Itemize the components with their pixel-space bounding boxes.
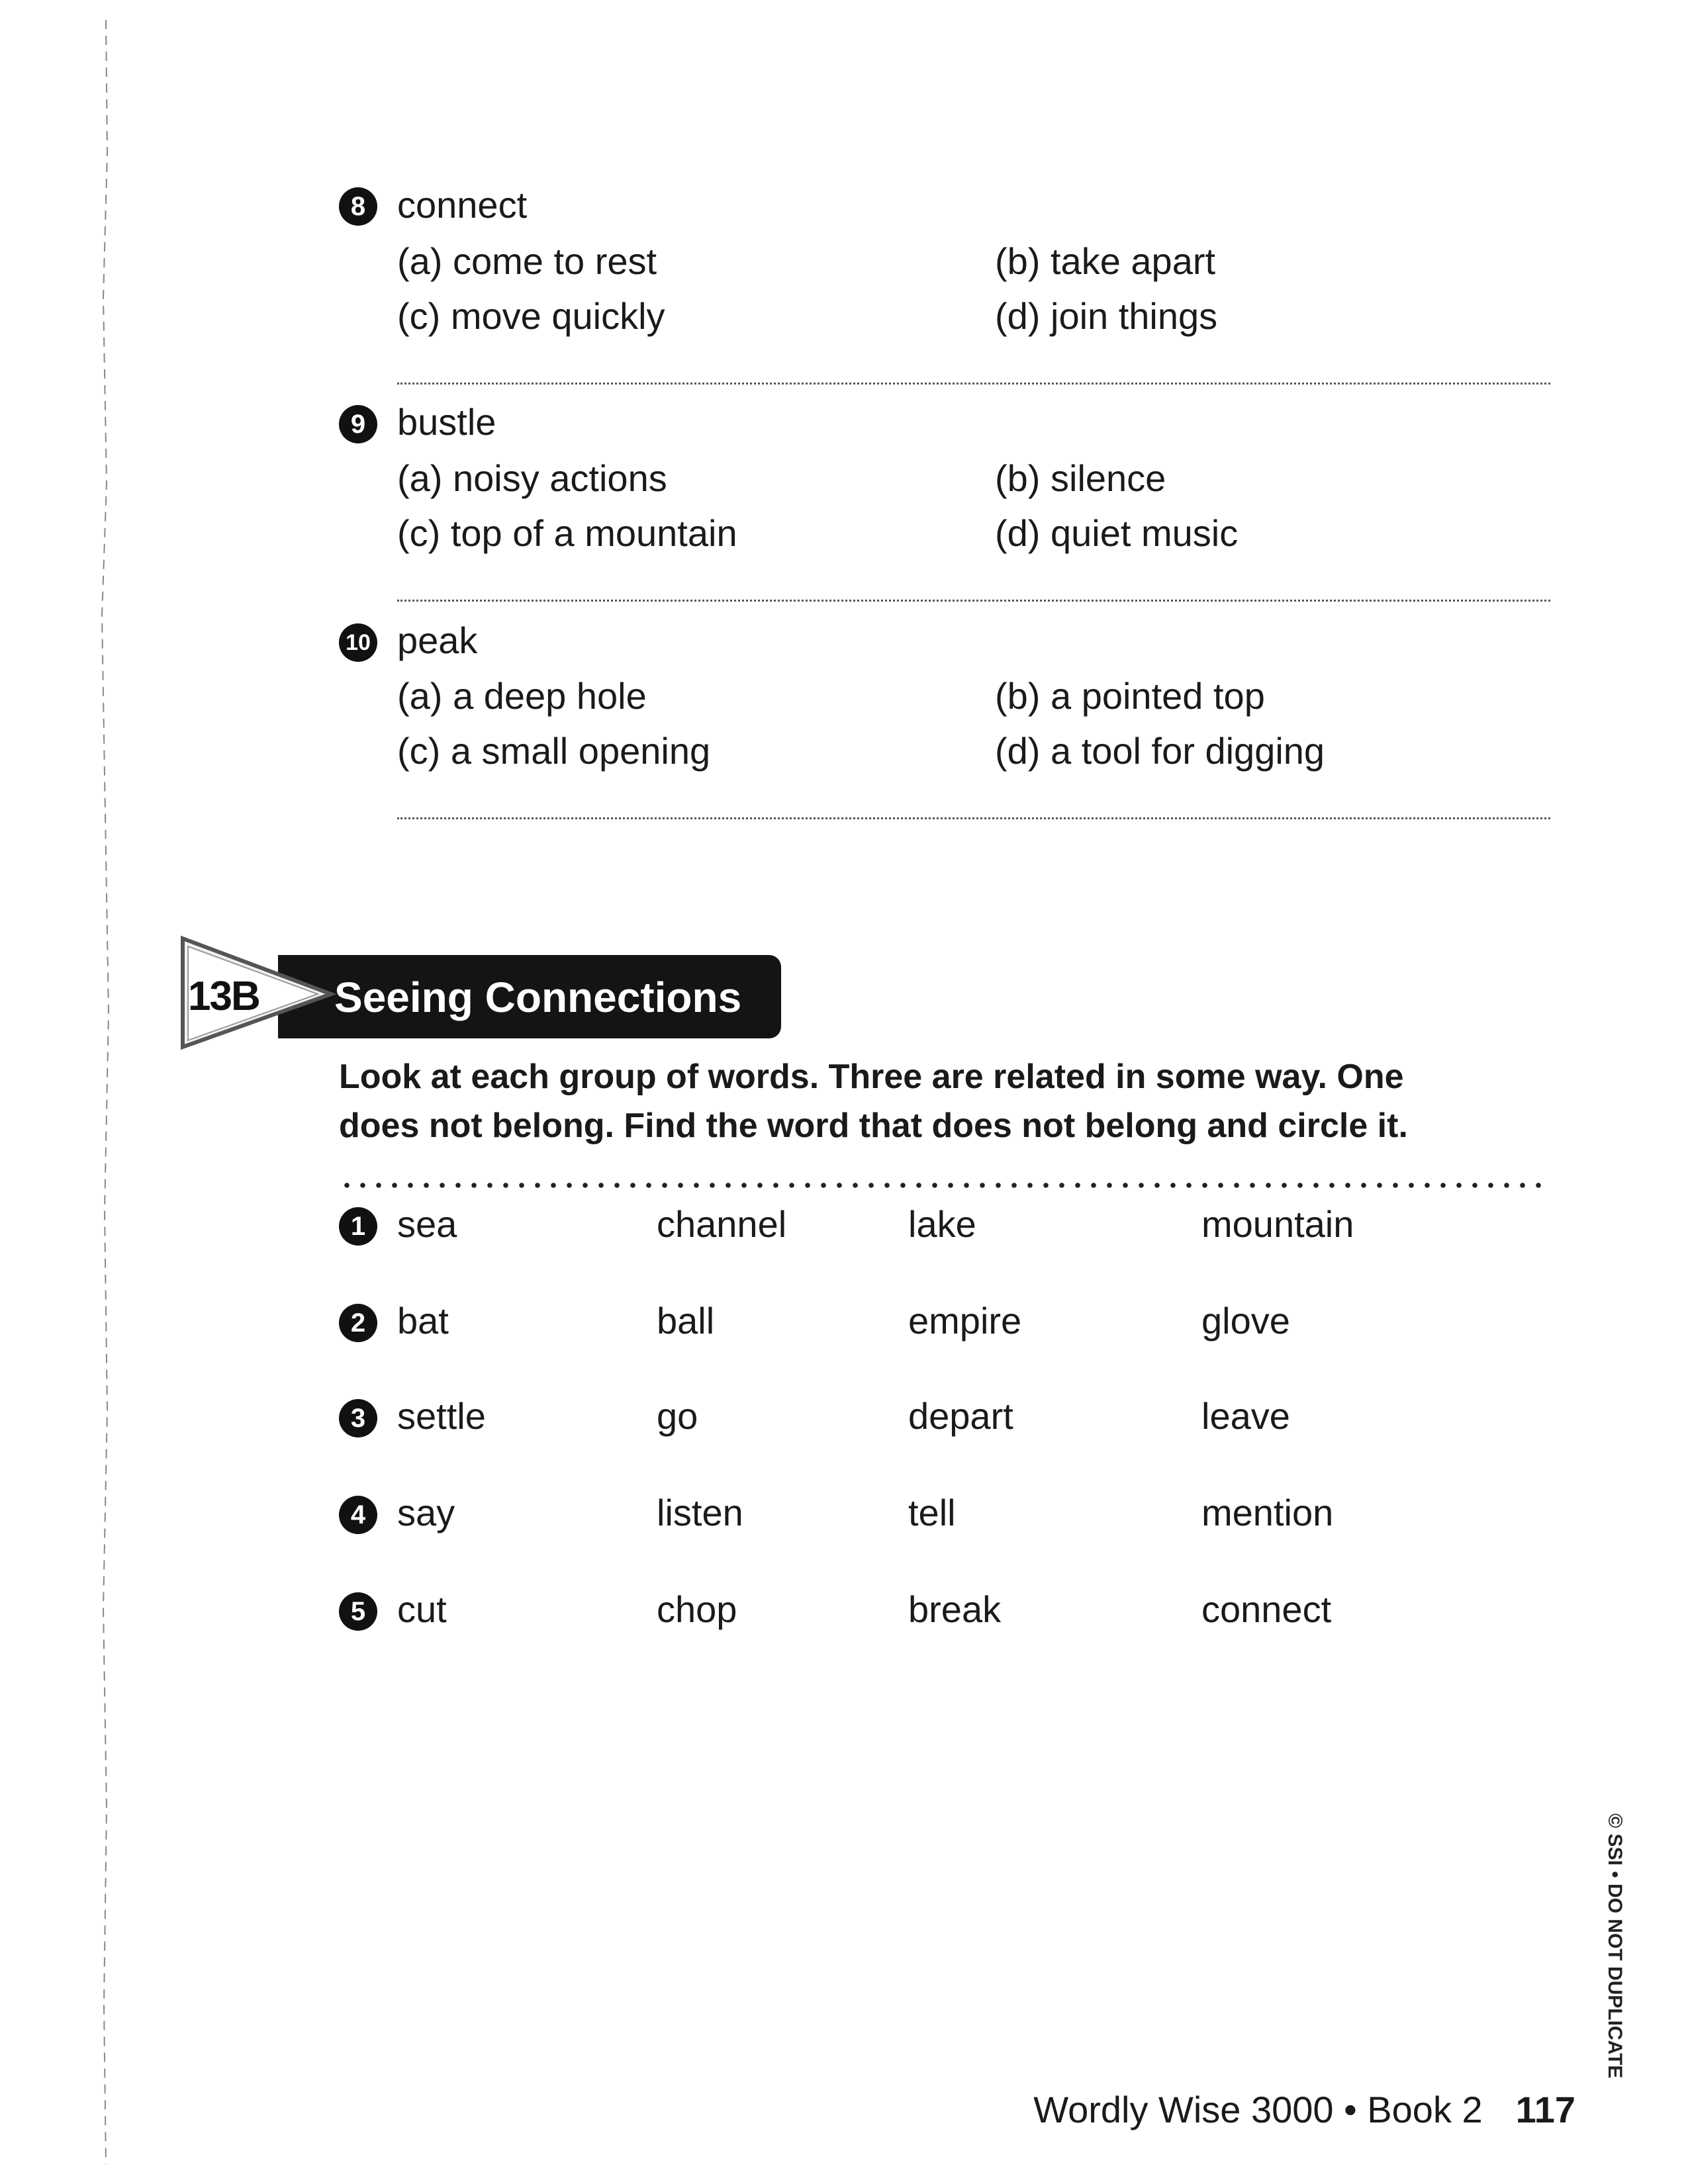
torn-page-edge (99, 20, 113, 2164)
option-c[interactable]: (c) move quickly (397, 295, 665, 337)
book-title: Wordly Wise 3000 • Book 2 (1033, 2089, 1483, 2130)
question-word: connect (397, 184, 528, 226)
answer-divider (397, 383, 1550, 385)
question-word: bustle (397, 401, 496, 443)
question-number-badge: 8 (339, 187, 377, 226)
option-c[interactable]: (c) top of a mountain (397, 512, 737, 554)
group-word[interactable]: break (908, 1588, 1002, 1630)
option-b[interactable]: (b) silence (995, 457, 1166, 499)
section-title: Seeing Connections (334, 974, 742, 1021)
question-word: peak (397, 619, 478, 661)
group-word[interactable]: empire (908, 1300, 1022, 1342)
option-c[interactable]: (c) a small opening (397, 730, 711, 772)
group-word[interactable]: channel (657, 1203, 787, 1245)
group-word[interactable]: go (657, 1395, 698, 1437)
group-word[interactable]: cut (397, 1588, 447, 1630)
page-number: 117 (1515, 2089, 1575, 2130)
group-number-badge: 2 (339, 1304, 377, 1342)
question-number-badge: 9 (339, 405, 377, 443)
group-number-badge: 4 (339, 1496, 377, 1534)
answer-divider (397, 600, 1550, 602)
section-code: 13B (188, 974, 259, 1019)
group-word[interactable]: sea (397, 1203, 457, 1245)
group-word[interactable]: ball (657, 1300, 715, 1342)
group-word[interactable]: bat (397, 1300, 449, 1342)
option-d[interactable]: (d) a tool for digging (995, 730, 1325, 772)
group-word[interactable]: depart (908, 1395, 1013, 1437)
section-divider (339, 1183, 1550, 1188)
question-number-badge: 10 (339, 623, 377, 662)
instruction-line-1: Look at each group of words. Three are related in some way. One (339, 1058, 1404, 1096)
copyright-notice: © SSI • DO NOT DUPLICATE (1604, 1813, 1626, 2079)
group-number-badge: 5 (339, 1592, 377, 1631)
option-a[interactable]: (a) noisy actions (397, 457, 667, 499)
group-word[interactable]: tell (908, 1492, 956, 1533)
group-word[interactable]: settle (397, 1395, 486, 1437)
option-a[interactable]: (a) a deep hole (397, 675, 647, 717)
option-b[interactable]: (b) a pointed top (995, 675, 1265, 717)
option-b[interactable]: (b) take apart (995, 240, 1216, 282)
group-number-badge: 3 (339, 1399, 377, 1437)
group-word[interactable]: mountain (1201, 1203, 1354, 1245)
group-word[interactable]: lake (908, 1203, 976, 1245)
option-d[interactable]: (d) join things (995, 295, 1218, 337)
group-word[interactable]: leave (1201, 1395, 1290, 1437)
option-d[interactable]: (d) quiet music (995, 512, 1239, 554)
page-footer (1033, 2088, 1575, 2131)
group-number-badge: 1 (339, 1207, 377, 1246)
group-word[interactable]: listen (657, 1492, 743, 1533)
group-word[interactable]: chop (657, 1588, 737, 1630)
group-word[interactable]: mention (1201, 1492, 1334, 1533)
option-a[interactable]: (a) come to rest (397, 240, 657, 282)
group-word[interactable]: glove (1201, 1300, 1290, 1342)
group-word[interactable]: say (397, 1492, 455, 1533)
answer-divider (397, 817, 1550, 819)
group-word[interactable]: connect (1201, 1588, 1332, 1630)
instruction-line-2: does not belong. Find the word that does not belong and circle it. (339, 1107, 1408, 1145)
